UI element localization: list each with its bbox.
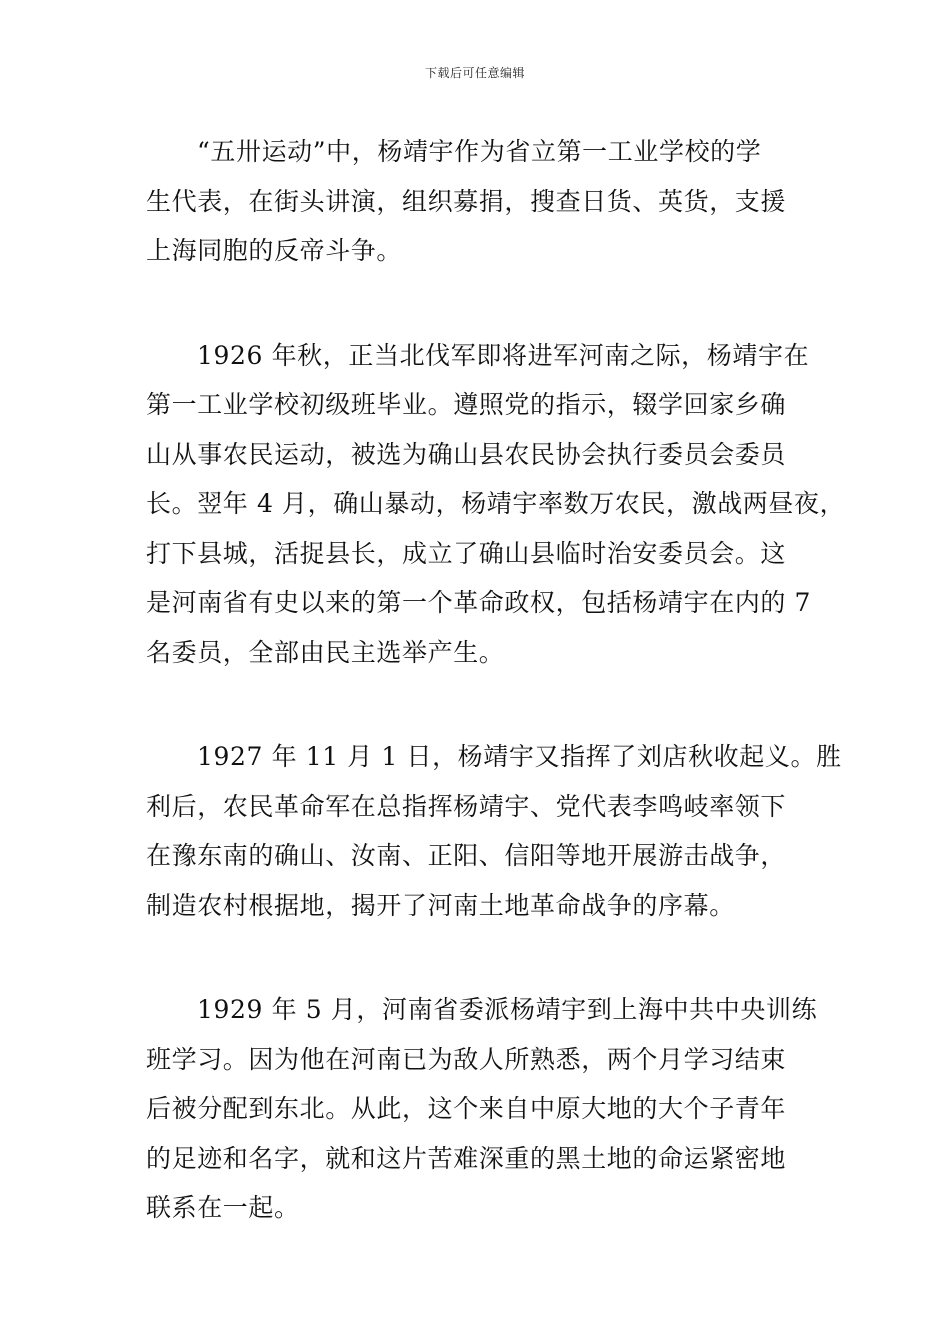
paragraph-line: 班学习。因为他在河南已为敌人所熟悉，两个月学习结束 <box>146 1044 787 1074</box>
paragraph-line: 在豫东南的确山、汝南、正阳、信阳等地开展游击战争， <box>146 841 787 870</box>
paragraph-line: 生代表，在街头讲演，组织募捐，搜查日货、英货，支援 <box>146 186 787 216</box>
paragraph-line: 联系在一起。 <box>146 1193 300 1222</box>
paragraph-line: 上海同胞的反帝斗争。 <box>146 236 403 265</box>
paragraph-line: 打下县城，活捉县长，成立了确山县临时治安委员会。这 <box>146 538 787 568</box>
paragraph-4 <box>146 985 836 1233</box>
paragraph-line: 是河南省有史以来的第一个革命政权，包括杨靖宇在内的 7 <box>146 588 812 617</box>
paragraph-line: 1926 年秋，正当北伐军即将进军河南之际，杨靖宇在 <box>197 340 810 370</box>
paragraph-line: 的足迹和名字，就和这片苦难深重的黑土地的命运紧密地 <box>146 1143 787 1173</box>
paragraph-spacer <box>146 677 836 732</box>
paragraph-line: 利后，农民革命军在总指挥杨靖宇、党代表李鸣岐率领下 <box>146 791 787 821</box>
paragraph-line: 山从事农民运动，被选为确山县农民协会执行委员会委员 <box>146 439 787 469</box>
paragraph-line: 第一工业学校初级班毕业。遵照党的指示，辍学回家乡确 <box>146 390 787 419</box>
page-header: 下载后可任意编辑 <box>424 66 525 80</box>
paragraph-line: 后被分配到东北。从此，这个来自中原大地的大个子青年 <box>146 1094 787 1123</box>
document-body <box>146 127 846 1233</box>
paragraph-line: 长。翌年 4 月，确山暴动，杨靖宇率数万农民，激战两昼夜， <box>146 489 846 518</box>
paragraph-spacer <box>146 930 836 985</box>
paragraph-line: 制造农村根据地，揭开了河南土地革命战争的序幕。 <box>146 890 735 920</box>
paragraph-line: 1929 年 5 月，河南省委派杨靖宇到上海中共中央训练 <box>197 995 818 1024</box>
paragraph-2 <box>146 331 846 678</box>
paragraph-1 <box>146 127 836 276</box>
paragraph-line: “五卅运动”中，杨靖宇作为省立第一工业学校的学 <box>197 137 762 166</box>
paragraph-line: 名委员，全部由民主选举产生。 <box>146 637 505 667</box>
paragraph-3 <box>146 732 842 930</box>
paragraph-spacer <box>146 276 836 331</box>
paragraph-line: 1927 年 11 月 1 日，杨靖宇又指挥了刘店秋收起义。胜 <box>197 742 842 771</box>
